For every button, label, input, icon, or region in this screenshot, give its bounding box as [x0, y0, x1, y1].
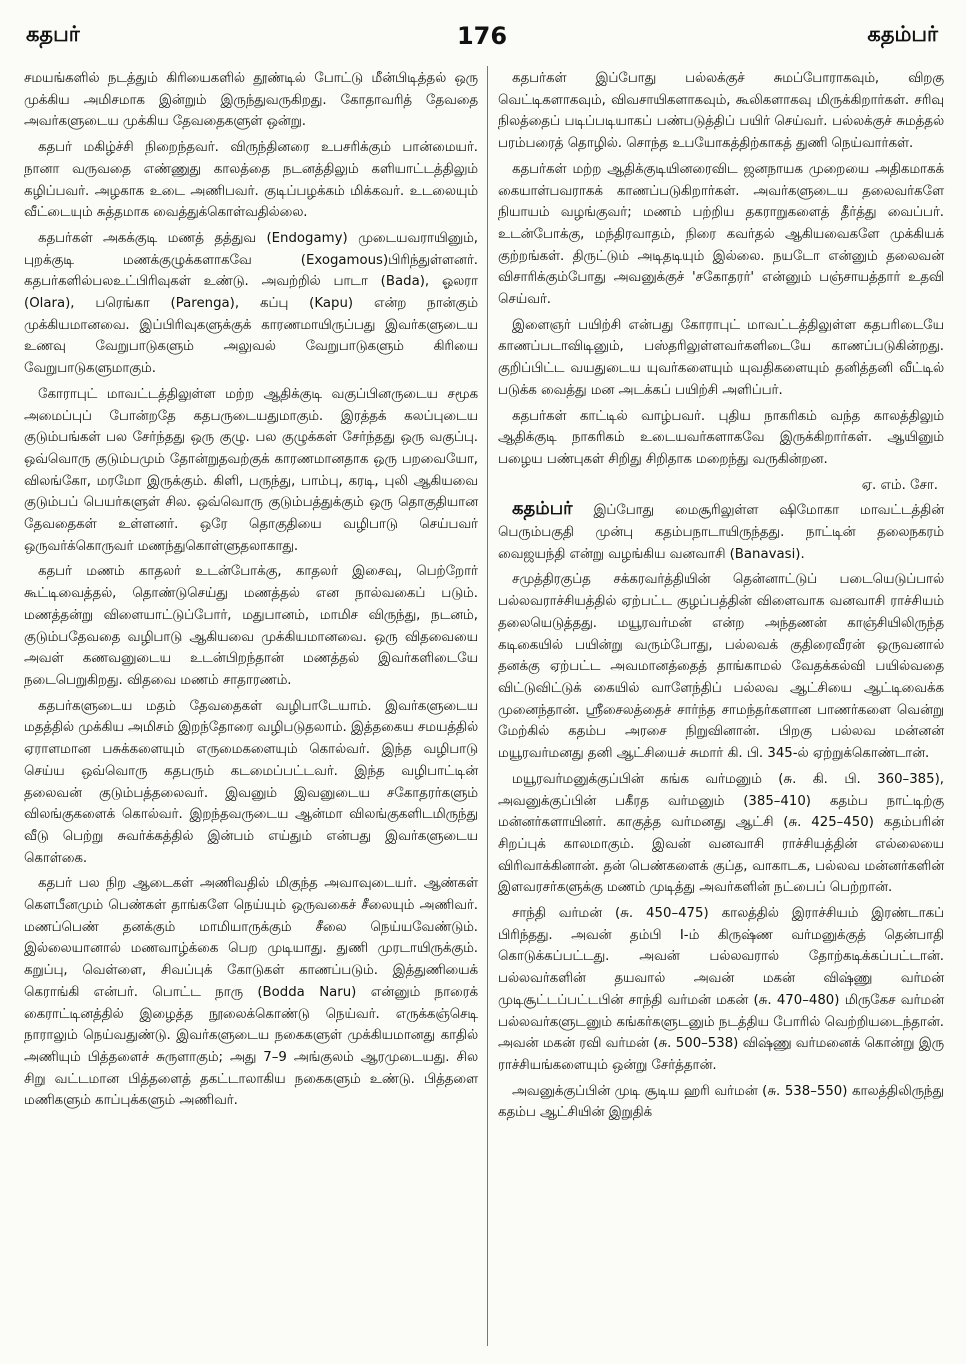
- paragraph: கதபர் மகிழ்ச்சி நிறைந்தவர். விருந்தினரை உபசரிக்கும் பான்மையர். நானா வருவதை எண்ணுது காலத்தை நடனத்திலும் களியாட்டத்திலும் கழிப்பவர். அழகாக உடை அணிபவர். குடிப்பழக்கம் மிக்கவர். உடலையும் வீட்டையும் சுத்தமாக வைத்துக்கொள்வதில்லை.: [24, 140, 478, 221]
- entry-headword-text: இப்போது மைசூரிலுள்ள ஷிமோகா மாவட்டத்தின் பெரும்பகுதி முன்பு கதம்பநாடாயிருந்தது. நாட்டின் தலைநகரம் வைஜயந்தி என்று வழங்கிய வனவாசி (Banavasi).: [498, 503, 944, 562]
- column-divider: [487, 66, 488, 1346]
- paragraph: மயூரவர்மனுக்குப்பின் கங்க வர்மனும் (சு. கி. பி. 360–385), அவனுக்குப்பின் பகீரத வர்மனும் (385–410) கதம்ப நாட்டிற்கு மன்னர்களாயினர். காகுத்த வர்மனது ஆட்சி (சு. 425–450) கதம்பரின் சிறப்புக் காலமாகும். இவன் வனவாசி ராச்சியத்தின் எல்லையை விரிவாக்கினான். தன் பெண்களைக் குப்த, வாகாடக, பல்லவ மன்னர்களின் இளவரசர்களுக்கு மணம் முடித்து அவர்களின் நட்பைப் பெற்றான்.: [498, 771, 944, 896]
- paragraph: கோராபுட் மாவட்டத்திலுள்ள மற்ற ஆதிக்குடி வகுப்பினருடைய சமூக அமைப்புப் போன்றதே கதபருடையதுமாகும். இரத்தக் கலப்புடைய குடும்பங்கள் பல சேர்ந்தது ஒரு குழு. பல குழுக்கள் சேர்ந்தது ஒரு வகுப்பு. ஒவ்வொரு குடும்பமும் தோன்றுதவற்குக் காரணமானதாக ஒரு பறவையோ, விலங்கோ, மரமோ இருக்கும். கிளி, பருந்து, பாம்பு, கரடி, புலி ஆகியவை குடும்பப் பெயர்களுள் சில. ஒவ்வொரு குடும்பத்துக்கும் ஒரு தொகுதியான தேவதைகள் உள்ளனர். ஒரே தொகுதியை வழிபாடு செய்பவர் ஒருவர்க்கொருவர் மணந்துகொள்ளுதலாகாது.: [24, 386, 478, 554]
- entry-headword: கதம்பர்: [512, 498, 573, 520]
- paragraph: சமயங்களில் நடத்தும் கிரியைகளில் தூண்டில் போட்டு மீன்பிடித்தல் ஒரு முக்கிய அமிசமாக இன்றும் இருந்துவருகிறது. கோதாவரித் தேவதை அவர்களுடைய முக்கிய தேவதைகளுள் ஒன்று.: [24, 71, 478, 130]
- paragraph: சாந்தி வர்மன் (சு. 450–475) காலத்தில் இராச்சியம் இரண்டாகப் பிரிந்தது. அவன் தம்பி I-ம் கிருஷ்ண வர்மனுக்குத் தென்பாதி கொடுக்கப்பட்டது. அவன் பல்லவரால் தோற்கடிக்கப்பட்டான். பல்லவர்களின் தயவால் அவன் மகன் விஷ்ணு வர்மன் முடிசூட்டப்பட்டபின் சாந்தி வர்மன் மகன் (சு. 470–480) மிருகேச வர்மன் பல்லவர்களுடனும் கங்கர்களுடனும் நடத்திய போரில் வெற்றியடைந்தான். அவன் மகன் ரவி வர்மன் (சு. 500–538) விஷ்ணு வர்மனைக் கொன்று இரு ராச்சியங்களையும் ஒன்று சேர்த்தான்.: [498, 906, 944, 1073]
- running-head-left: கதபர்: [26, 22, 80, 46]
- running-head-right: கதம்பர்: [867, 22, 938, 46]
- page-header: [26, 22, 938, 56]
- paragraph: கதபர்கள் அகக்குடி மணத் தத்துவ (Endogamy) முடையவராயினும், புறக்குடி மணக்குழுக்களாகவே (Exogamous)பிரிந்துள்ளனர். கதபர்களில்பலஉட்பிரிவுகள் உண்டு. அவற்றில் பாடா (Bada), ஓலரா (Olara), பரெங்கா (Parenga), கப்பு (Kapu) என்ற நான்கும் முக்கியமானவை. இப்பிரிவுகளுக்குக் காரணமாயிருப்பது இவர்களுடைய உணவு வேறுபாடுகளும் அலுவல் வேறுபாடுகளும் கிரியை வேறுபாடுகளுமாகும்.: [24, 230, 478, 377]
- entry-start-paragraph: [498, 498, 944, 565]
- paragraph: கதபர்கள் இப்போது பல்லக்குச் சுமப்போராகவும், விறகு வெட்டிகளாகவும், விவசாயிகளாகவும், கூலிகளாகவு மிருக்கிறார்கள். சரிவு நிலத்தைப் படிப்படியாகப் பண்படுத்திப் பயிர் செய்வர். பல்லக்குச் சுமத்தல் பரம்பரைத் தொழில். சொந்த உபயோகத்திற்காகத் துணி நெய்வார்கள்.: [498, 71, 944, 152]
- right-column: [498, 68, 944, 1128]
- page-number: 176: [456, 22, 508, 50]
- paragraph: இளைஞர் பயிற்சி என்பது கோராபுட் மாவட்டத்திலுள்ள கதபரிடையே காணப்படாவிடினும், பஸ்தரிலுள்ளவர்களிடையே காணப்படுகின்றது. குறிப்பிட்ட வயதுடைய யுவர்களையும் யுவதிகளையும் தனித்தனி வீட்டில் படுக்க வைத்து மன அடக்கப் பயிற்சி அளிப்பர்.: [498, 317, 944, 398]
- paragraph: கதபர்கள் காட்டில் வாழ்பவர். புதிய நாகரிகம் வந்த காலத்திலும் ஆதிக்குடி நாகரிகம் உடையவர்களாகவே இருக்கிறார்கள். ஆயினும் பழைய பண்புகள் சிறிது சிறிதாக மறைந்து வருகின்றன.: [498, 408, 944, 467]
- author-signature: ஏ. எம். சோ.: [861, 477, 938, 493]
- paragraph: கதபர்களுடைய மதம் தேவதைகள் வழிபாடேயாம். இவர்களுடைய மதத்தில் முக்கிய அமிசம் இறந்தோரை வழிபடுதலாம். இத்தகைய சமயத்தில் ஏராளமான பசுக்களையும் எருமைகளையும் கொல்வர். இந்த வழிபாடு செய்ய ஒவ்வொரு கதபரும் கடமைப்பட்டவர். இந்த வழிபாட்டின் தலைவன் குடும்பத்தலைவர். இவனும் இவனுடைய சகோதரர்களும் விலங்குகளைக் கொல்வர். இறந்தவருடைய ஆன்மா விலங்குகளிடமிருந்து வீடு பெற்று சுவர்க்கத்தில் இன்பம் எய்தும் என்பது இவர்களுடைய கொள்கை.: [24, 698, 478, 866]
- paragraph: சமுத்திரகுப்த சக்கரவர்த்தியின் தென்னாட்டுப் படையெடுப்பால் பல்லவராச்சியத்தில் ஏற்பட்ட குழப்பத்தின் விளைவாக வனவாசி ராச்சியம் தலையெடுத்தது. மயூரவர்மன் என்ற அந்தணன் காஞ்சியிலிருந்த கடிகையில் பயின்று வரும்போது, பல்லவக் குதிரைவீரன் ஒருவனால் தனக்கு ஏற்பட்ட அவமானத்தைத் தாங்காமல் வேதக்கல்வி பயில்வதை விட்டுவிட்டுக் கையில் வாளேந்திப் பல்லவ ஆட்சியை ஆட்டிவைக்க முனைந்தான். ஸ்ரீசைலத்தைச் சார்ந்த சாமந்தர்களான பாணர்களை வென்று மேற்கில் கதம்ப அரசை நிறுவினான். பிறகு பல்லவ மன்னன் மயூரவர்மனது தனி ஆட்சியைச் சுமார் கி. பி. 345-ல் ஏற்றுக்கொண்டான்.: [498, 572, 944, 762]
- paragraph: கதபர்கள் மற்ற ஆதிக்குடியினரைவிட ஜனநாயக முறையை அதிகமாகக் கையாள்பவராகக் காணப்படுகிறார்கள். அவர்களுடைய தலைவர்களே நியாயம் வழங்குவர்; மணம் பற்றிய தகராறுகளைத் தீர்த்து வைப்பர். உடன்போக்கு, மந்திரவாதம், நிரை கவர்தல் ஆகியவைகளே முக்கியக் குற்றங்கள். திருட்டும் அடிதடியும் இல்லை. நயடோ என்னும் தலைவன் விசாரிக்கும்போது அவனுக்குச் 'சகோதரர்' என்னும் பஞ்சாயத்தார் உதவி செய்வர்.: [498, 161, 944, 308]
- left-column: [24, 68, 478, 1116]
- paragraph: கதபர் மணம் காதலர் உடன்போக்கு, காதலர் இசைவு, பெற்றோர் கூட்டிவைத்தல், தொண்டுசெய்து மணத்தல் என நால்வகைப் படும். மணத்தன்று விளையாட்டுப்போர், மதுபானம், மாமிச விருந்து, நடனம், குடும்பதேவதை வழிபாடு ஆகியவை முக்கியமானவை. ஒரு விதவையை அவள் கணவனுடைய உடன்பிறந்தான் மணத்தல் இவர்களிடையே நடைபெறுகிறது. விதவை மணம் சாதாரணம்.: [24, 564, 478, 688]
- paragraph: கதபர் பல நிற ஆடைகள் அணிவதில் மிகுந்த அவாவுடையர். ஆண்கள் கௌபீனமும் பெண்கள் தாங்களே நெய்யும் ஒருவகைச் சீலையும் அணிவர். மணப்பெண் தனக்கும் மாமியாருக்கும் சீலை நெய்யவேண்டும். இல்லையானால் மணவாழ்க்கை பெற முடியாது. துணி முரடாயிருக்கும். கறுப்பு, வெள்ளை, சிவப்புக் கோடுகள் காணப்படும். இத்துணியைக் கெராங்கி என்பர். பொட்ட நாரு (Bodda Naru) என்னும் நாரைக் கைராட்டினத்தில் இழைத்த நூலைக்கொண்டு நெய்வர். எருக்கஞ்செடி நாராலும் நெய்வதுண்டு. இவர்களுடைய நகைகளுள் முக்கியமானது காதில் அணியும் பித்தளைச் சுருளாகும்; அது 7–9 அங்குலம் ஆரமுடையது. சில சிறு வட்டமான பித்தளைத் தகட்டாலாகிய நகைகளும் உண்டு. பித்தளை மணிகளும் காப்புக்களும் அணிவர்.: [24, 876, 478, 1109]
- paragraph: அவனுக்குப்பின் முடி சூடிய ஹரி வர்மன் (சு. 538–550) காலத்திலிருந்து கதம்ப ஆட்சியின் இறுதிக்: [498, 1083, 944, 1121]
